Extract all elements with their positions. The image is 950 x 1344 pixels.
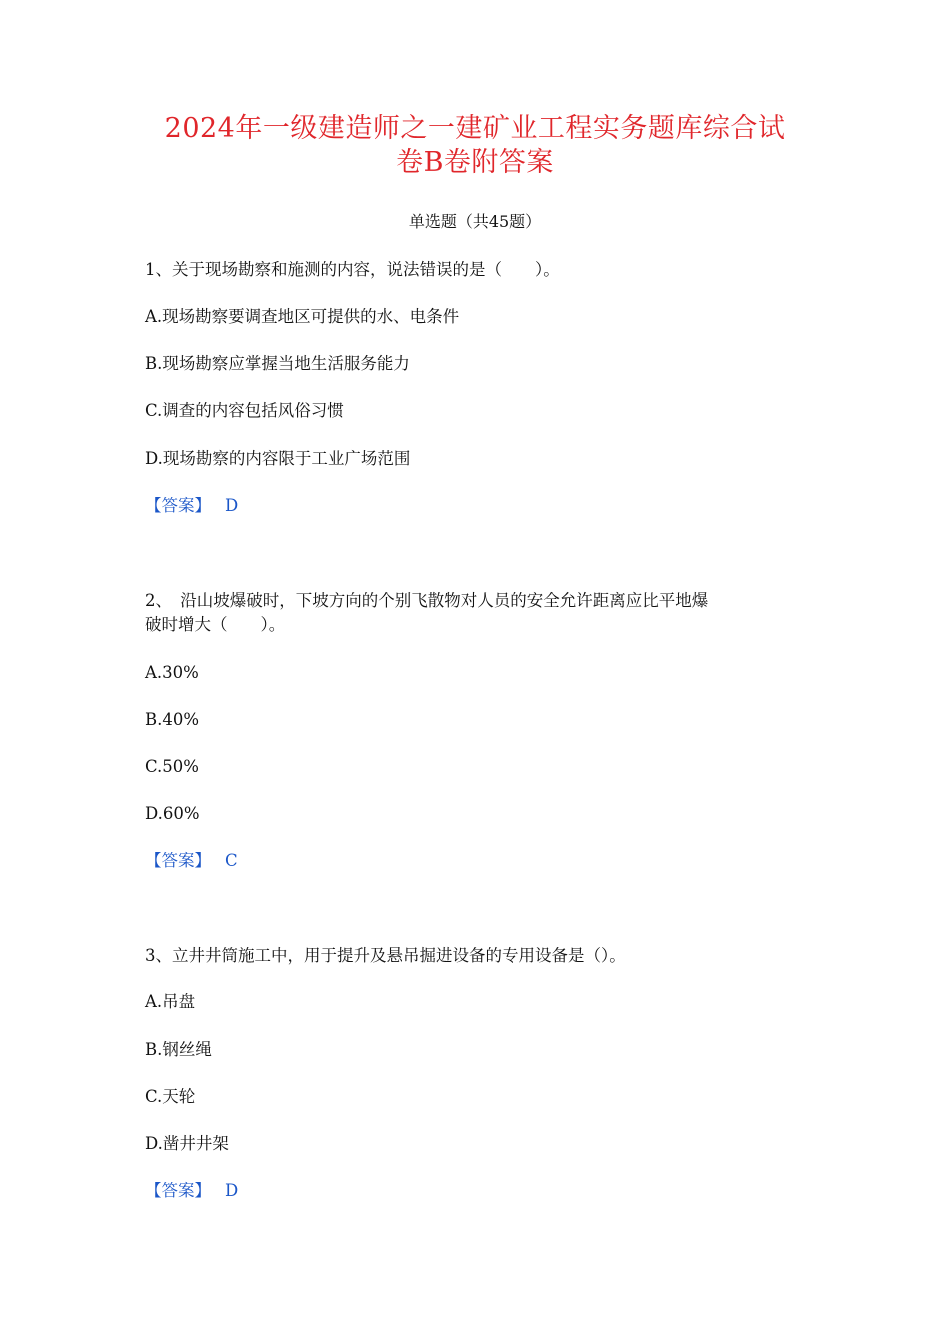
question-2-option-c: C.50%: [145, 757, 199, 776]
answer-value: C: [225, 851, 238, 870]
question-2-option-b: B.40%: [145, 710, 200, 729]
question-3-stem: 3、立井井筒施工中，用于提升及悬吊掘进设备的专用设备是（）。: [145, 946, 626, 965]
question-1-option-d: D.现场勘察的内容限于工业广场范围: [145, 449, 411, 468]
answer-label: 【答案】: [145, 496, 211, 515]
question-1-answer: [145, 494, 238, 518]
answer-label: 【答案】: [145, 1181, 211, 1200]
question-2-option-d: D.60%: [145, 804, 200, 823]
section-heading: 单选题（共45题）: [408, 212, 542, 231]
answer-label: 【答案】: [145, 851, 211, 870]
question-2-stem-line1: 2、 沿山坡爆破时，下坡方向的个别飞散物对人员的安全允许距离应比平地爆: [145, 591, 709, 610]
question-3-option-a: A.吊盘: [145, 992, 196, 1011]
question-3-answer: [145, 1179, 238, 1203]
question-2-stem-line2: 破时增大（ ）。: [145, 615, 286, 634]
question-1-option-a: A.现场勘察要调查地区可提供的水、电条件: [145, 307, 460, 326]
question-2-option-a: A.30%: [145, 663, 199, 682]
answer-value: D: [225, 1181, 239, 1200]
question-3-option-b: B.钢丝绳: [145, 1040, 212, 1059]
question-2-answer: [145, 849, 238, 873]
question-1-option-c: C.调查的内容包括风俗习惯: [145, 401, 344, 420]
document-title-line2: 卷B卷附答案: [396, 147, 554, 178]
question-3-option-c: C.天轮: [145, 1087, 196, 1106]
question-3-option-d: D.凿井井架: [145, 1134, 229, 1153]
question-1-option-b: B.现场勘察应掌握当地生活服务能力: [145, 354, 410, 373]
document-title-line1: 2024年一级建造师之一建矿业工程实务题库综合试: [164, 113, 786, 144]
answer-value: D: [225, 496, 239, 515]
question-1-stem: 1、关于现场勘察和施测的内容，说法错误的是（ ）。: [145, 260, 560, 279]
